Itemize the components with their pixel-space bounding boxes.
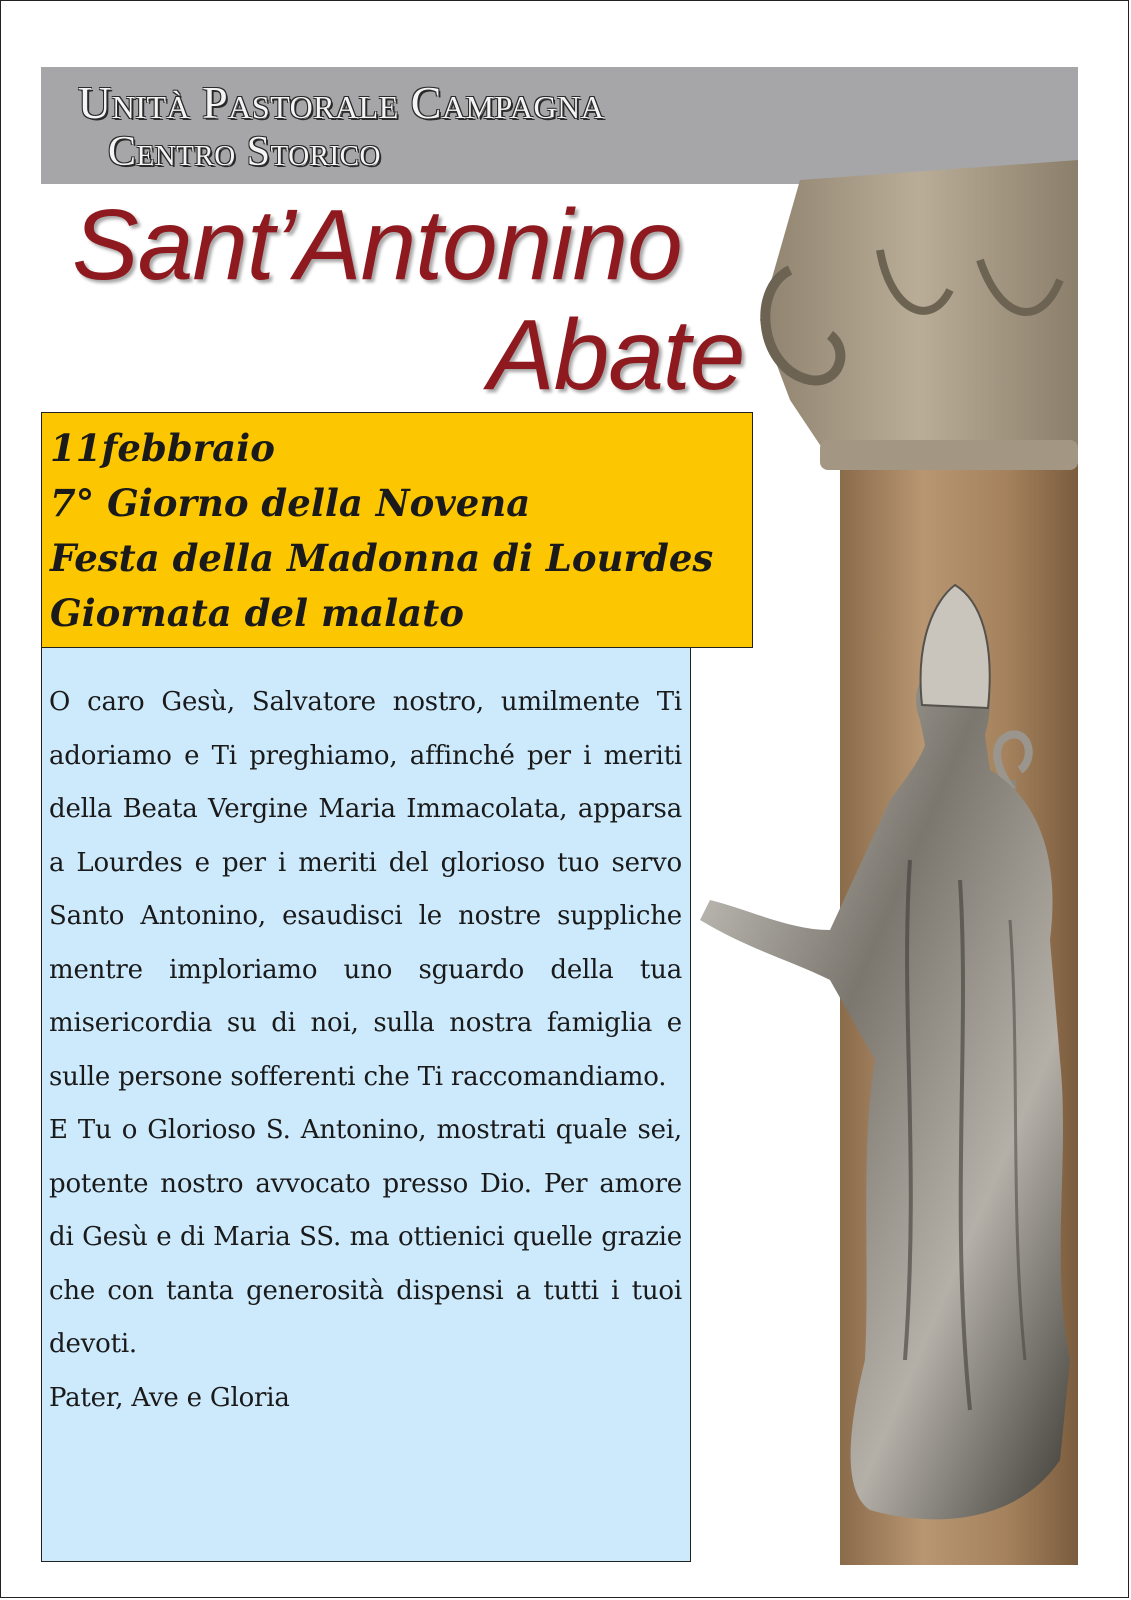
prayer-paragraph-1: O caro Gesù, Salvatore nostro, umilmente Ti adoriamo e Ti preghiamo, affinché per i meriti della Beata Vergine Maria Immacolata, apparsa a Lourdes e per i meriti del glorioso tuo servo Santo Antonino, esaudisci le nostre suppliche mentre imploriamo uno sguardo della tua misericordia su di noi, sulla nostra famiglia e sulle persone sofferenti che Ti raccomandiamo.: [49, 687, 682, 1092]
heading-box: [41, 412, 753, 648]
prayer-box: [41, 648, 691, 1562]
heading-feast: Festa della Madonna di Lourdes: [50, 536, 714, 580]
heading-date: 11febbraio: [50, 426, 275, 470]
parish-name: Unità Pastorale Campagna: [78, 77, 605, 128]
prayer-closing: Pater, Ave e Gloria: [49, 1382, 290, 1413]
prayer-text: [49, 676, 682, 1425]
statue-illustration: [690, 160, 1078, 1565]
title-saint-name: Sant’Antonino: [72, 189, 682, 301]
title-abate: Abate: [488, 299, 745, 411]
heading-novena-day: 7° Giorno della Novena: [50, 481, 531, 525]
prayer-paragraph-2: E Tu o Glorioso S. Antonino, mostrati quale sei, potente nostro avvocato presso Dio. Per amore di Gesù e di Maria SS. ma ottienici quelle grazie che con tanta generosità dispensi a tutti i tuoi devoti.: [49, 1115, 682, 1359]
parish-subtitle: Centro Storico: [108, 129, 381, 175]
heading-sick-day: Giornata del malato: [50, 591, 464, 635]
